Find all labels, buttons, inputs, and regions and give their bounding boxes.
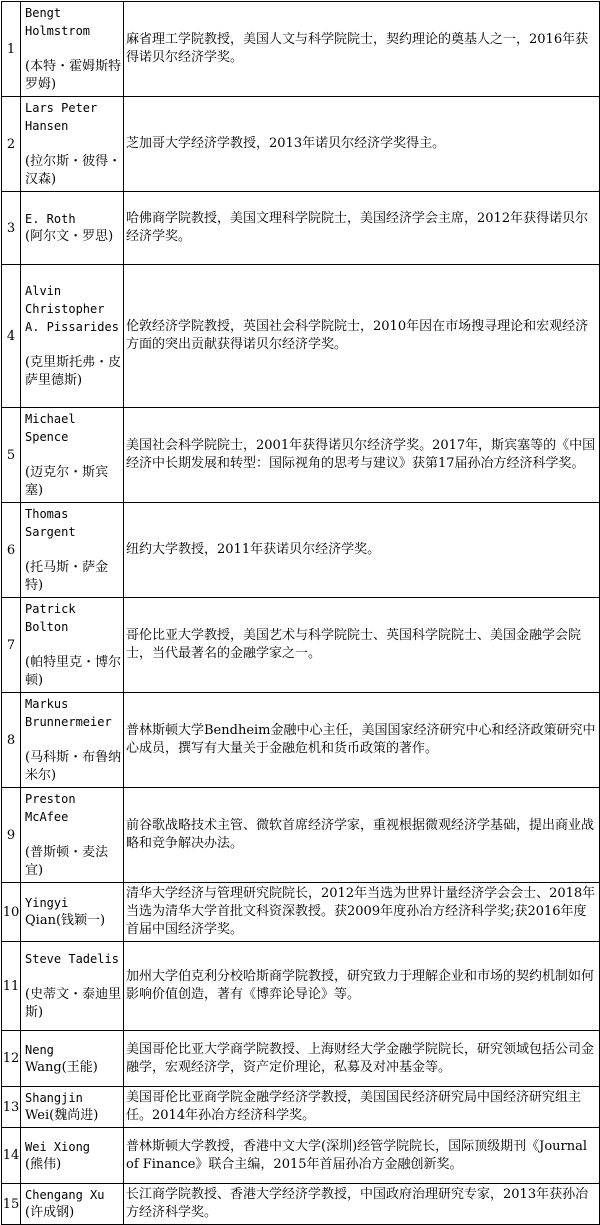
row-number: 1 bbox=[2, 2, 21, 97]
row-number: 8 bbox=[2, 693, 21, 788]
description-cell: 普林斯顿大学Bendheim金融中心主任，美国国家经济研究中心和经济政策研究中心成员，撰写有大量关于金融危机和货币政策的著作。 bbox=[124, 693, 600, 788]
name-cell bbox=[21, 1128, 124, 1184]
description-cell: 美国社会科学院院士，2001年获得诺贝尔经济学奖。2017年，斯宾塞等的《中国经济中长期发展和转型：国际视角的思考与建议》获第17届孙冶方经济科学奖。 bbox=[124, 408, 600, 503]
name-chinese: Wang(王能) bbox=[25, 1059, 98, 1075]
description-cell: 麻省理工学院教授，美国人文与科学院院士，契约理论的奠基人之一，2016年获得诺贝尔经济学奖。 bbox=[124, 2, 600, 97]
name-english: E. Roth bbox=[25, 212, 76, 226]
economists-table bbox=[1, 1, 600, 1225]
name-chinese: (帕特里克・博尔顿) bbox=[25, 655, 122, 688]
row-number: 6 bbox=[2, 503, 21, 598]
row-number: 7 bbox=[2, 598, 21, 693]
name-chinese: (迈克尔・斯宾塞) bbox=[25, 465, 109, 498]
table-row bbox=[2, 503, 600, 598]
description-cell: 长江商学院教授、香港大学经济学教授，中国政府治理研究专家，2013年获孙冶方经济科学奖。 bbox=[124, 1184, 600, 1225]
row-number: 10 bbox=[2, 883, 21, 942]
table-row bbox=[2, 598, 600, 693]
table-row bbox=[2, 883, 600, 942]
description-cell: 加州大学伯克利分校哈斯商学院教授，研究致力于理解企业和市场的契约机制如何影响价值创造，著有《博弈论导论》等。 bbox=[124, 942, 600, 1031]
name-chinese: (史蒂文・泰迪里斯) bbox=[25, 987, 122, 1020]
name-cell bbox=[21, 408, 124, 503]
name-english: Yingyi bbox=[25, 896, 69, 910]
name-cell bbox=[21, 1031, 124, 1087]
table-row bbox=[2, 1031, 600, 1087]
name-chinese: (普斯顿・麦法宜) bbox=[25, 845, 109, 878]
name-english: Alvin Christopher A. Pissarides bbox=[25, 284, 119, 334]
table-row bbox=[2, 192, 600, 265]
table-row bbox=[2, 942, 600, 1031]
description-cell: 前谷歌战略技术主管、微软首席经济学家，重视根据微观经济学基础，提出商业战略和竞争解决办法。 bbox=[124, 788, 600, 883]
name-chinese: (克里斯托弗・皮萨里德斯) bbox=[25, 355, 122, 388]
name-chinese: (许成钢) bbox=[25, 1205, 75, 1220]
name-chinese: Qian(钱颖一) bbox=[25, 913, 106, 928]
description-cell: 美国哥伦比亚商学院金融学经济学教授，美国国民经济研究局中国经济研究组主任。2014年孙冶方经济科学奖。 bbox=[124, 1087, 600, 1128]
name-english: Thomas Sargent bbox=[25, 507, 76, 539]
name-chinese: (托马斯・萨金特) bbox=[25, 560, 109, 593]
name-chinese: (本特・霍姆斯特罗姆) bbox=[25, 59, 122, 92]
description-cell: 普林斯顿大学教授，香港中文大学(深圳)经管学院院长，国际顶级期刊《Journal of Finance》联合主编，2015年首届孙冶方金融创新奖。 bbox=[124, 1128, 600, 1184]
description-cell: 纽约大学教授，2011年获诺贝尔经济学奖。 bbox=[124, 503, 600, 598]
name-chinese: (阿尔文・罗思) bbox=[25, 229, 114, 244]
description-cell: 芝加哥大学经济学教授，2013年诺贝尔经济学奖得主。 bbox=[124, 97, 600, 192]
row-number: 3 bbox=[2, 192, 21, 265]
name-cell bbox=[21, 97, 124, 192]
row-number: 2 bbox=[2, 97, 21, 192]
name-cell bbox=[21, 598, 124, 693]
name-english: Chengang Xu bbox=[25, 1188, 105, 1202]
name-english: Steve Tadelis bbox=[25, 952, 119, 966]
description-cell: 哈佛商学院教授，美国文理科学院院士，美国经济学会主席，2012年获得诺贝尔经济学奖。 bbox=[124, 192, 600, 265]
name-cell bbox=[21, 788, 124, 883]
name-english: Markus Brunnermeier bbox=[25, 697, 112, 729]
row-number: 11 bbox=[2, 942, 21, 1031]
name-chinese: (马科斯・布鲁纳米尔) bbox=[25, 750, 122, 783]
table-row bbox=[2, 1128, 600, 1184]
name-english: Shangjin bbox=[25, 1091, 83, 1105]
name-english: Lars Peter Hansen bbox=[25, 101, 98, 133]
name-cell bbox=[21, 942, 124, 1031]
name-english: Wei Xiong bbox=[25, 1139, 91, 1154]
name-cell bbox=[21, 265, 124, 408]
name-cell bbox=[21, 503, 124, 598]
name-cell bbox=[21, 2, 124, 97]
description-cell: 哥伦比亚大学教授，美国艺术与科学院院士、英国科学院院士、美国金融学会院士，当代最著名的金融学家之一。 bbox=[124, 598, 600, 693]
table-row bbox=[2, 788, 600, 883]
name-cell bbox=[21, 693, 124, 788]
name-english: Preston McAfee bbox=[25, 792, 76, 824]
name-english: Bengt Holmstrom bbox=[25, 6, 91, 38]
name-chinese: Wei(魏尚进) bbox=[25, 1108, 99, 1123]
name-english: Patrick Bolton bbox=[25, 602, 76, 634]
row-number: 12 bbox=[2, 1031, 21, 1087]
name-cell bbox=[21, 1184, 124, 1225]
description-cell: 清华大学经济与管理研究院院长，2012年当选为世界计量经济学会会士、2018年当选为清华大学首批文科资深教授。获2009年度孙冶方经济科学奖;获2016年度首届中国经济学奖。 bbox=[124, 883, 600, 942]
name-chinese: (熊伟) bbox=[25, 1156, 62, 1172]
row-number: 14 bbox=[2, 1128, 21, 1184]
table-row bbox=[2, 1087, 600, 1128]
name-english: Michael Spence bbox=[25, 412, 76, 444]
name-cell bbox=[21, 883, 124, 942]
table-row bbox=[2, 265, 600, 408]
name-cell bbox=[21, 1087, 124, 1128]
name-cell bbox=[21, 192, 124, 265]
table-row bbox=[2, 97, 600, 192]
row-number: 9 bbox=[2, 788, 21, 883]
description-cell: 伦敦经济学院教授，英国社会科学院院士，2010年因在市场搜寻理论和宏观经济方面的突出贡献获得诺贝尔经济学奖。 bbox=[124, 265, 600, 408]
table-row bbox=[2, 408, 600, 503]
row-number: 15 bbox=[2, 1184, 21, 1225]
table-row bbox=[2, 1184, 600, 1225]
row-number: 13 bbox=[2, 1087, 21, 1128]
row-number: 5 bbox=[2, 408, 21, 503]
description-cell: 美国哥伦比亚大学商学院教授、上海财经大学金融学院院长，研究领域包括公司金融学，宏观经济学，资产定价理论，私募及对冲基金等。 bbox=[124, 1031, 600, 1087]
table-row bbox=[2, 693, 600, 788]
row-number: 4 bbox=[2, 265, 21, 408]
name-english: Neng bbox=[25, 1042, 54, 1057]
name-chinese: (拉尔斯・彼得・汉森) bbox=[25, 154, 122, 187]
table-row bbox=[2, 2, 600, 97]
